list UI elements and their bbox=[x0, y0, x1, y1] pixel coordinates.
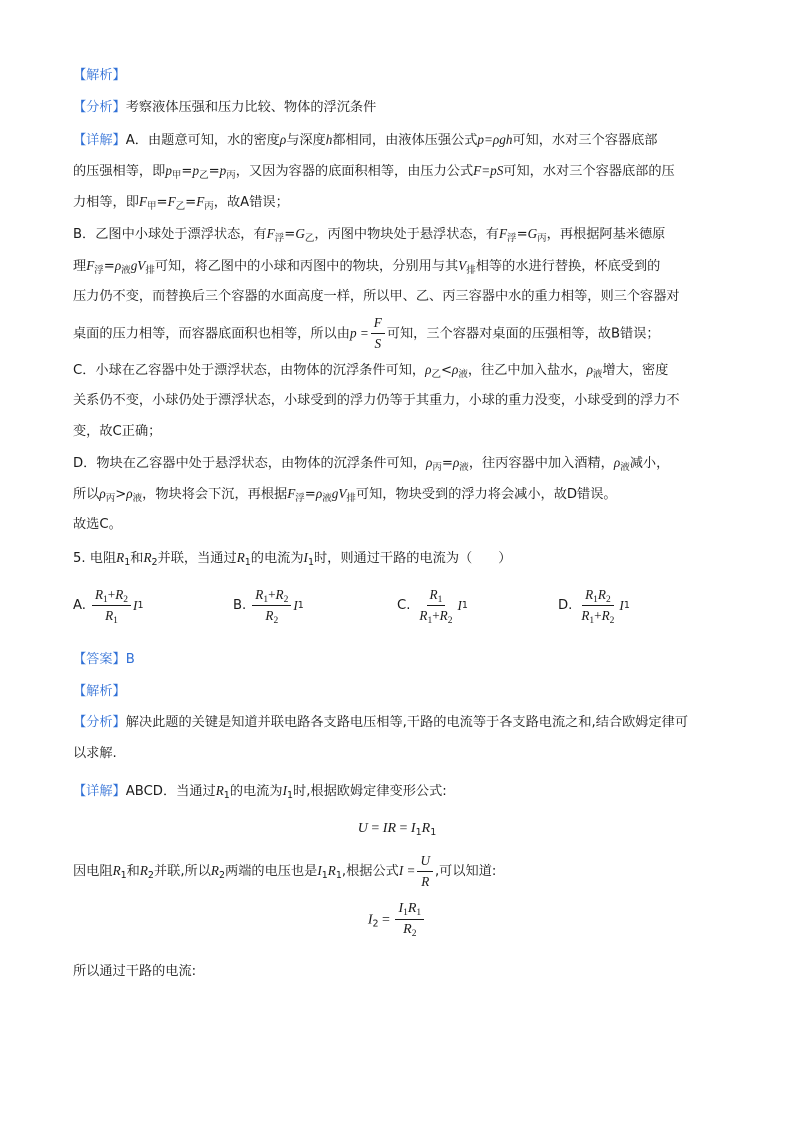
question-5-stem: 5. 电阻$R_1$和$R_2$并联，当通过$R_1$的电流为$I_1$时，则通过干路的电流为（ ） bbox=[73, 550, 512, 568]
detail-b-line-2: 理$F_浮=\rho_液gV_排$可知，将乙图中的小球和丙图中的物块，分别用与其$V_排$相等的水进行替换，杯底受到的 bbox=[73, 258, 661, 276]
detail-c-line-1: C．小球在乙容器中处于漂浮状态，由物体的沉浮条件可知，$\rho_乙<\rho_液$，往乙中加入盐水，$\rho_液$增大，密度 bbox=[73, 362, 669, 380]
detail-b-line-1: B．乙图中小球处于漂浮状态，有$F_浮=G_乙$，丙图中物块处于悬浮状态，有$F_浮=G_丙$，再根据阿基米德原 bbox=[73, 226, 666, 244]
option-a: A. $\frac{R_1+R_2}{R_1}$ I 1 bbox=[73, 587, 144, 626]
detail-5-line-3: 所以通过干路的电流: bbox=[73, 964, 197, 979]
detail-c-line-3: 变，故C正确； bbox=[73, 424, 162, 439]
detail-d-line-2: 所以$\rho_丙>\rho_液$，物块将会下沉，再根据$F_浮=\rho_液gV_排$可知，物块受到的浮力将会减小，故D错误。 bbox=[73, 486, 617, 504]
detail-b-line-4: 桌面的压力相等，而容器底面积也相等，所以由p = $\frac{F}{S}$ 可知，三个容器对桌面的压强相等，故B错误； bbox=[73, 315, 660, 351]
fraction-u-over-r: $\frac{U}{R}$ bbox=[417, 852, 433, 891]
analysis-5-line-1: 【分析】解决此题的关键是知道并联电路各支路电压相等,干路的电流等于各支路电流之和,结合欧姆定律可 bbox=[73, 715, 689, 730]
analysis-heading: 【解析】 bbox=[73, 68, 126, 83]
detail-5-line-2: 因电阻$R_1$和$R_2$并联,所以$R_2$两端的电压也是$I_1R_1$,根据公式I = $\frac{U}{R}$ ,可以知道: bbox=[73, 852, 497, 889]
detail-a-line-1: 【详解】A．由题意可知，水的密度ρ与深度h都相同，由液体压强公式p=ρgh可知，水对三个容器底部 bbox=[73, 132, 658, 148]
fraction-f-over-s: $\frac{F}{S}$ bbox=[371, 314, 385, 353]
analysis-summary bbox=[73, 98, 376, 118]
answer-line: 【答案】B bbox=[73, 652, 135, 667]
detail-b-line-3: 压力仍不变，而替换后三个容器的水面高度一样，所以甲、乙、丙三容器中水的重力相等，则三个容器对 bbox=[73, 289, 680, 304]
detail-a-line-3: 力相等，即$F_甲=F_乙=F_丙$，故A错误； bbox=[73, 194, 289, 212]
analysis-heading-2: 【解析】 bbox=[73, 684, 126, 699]
detail-c-line-2: 关系仍不变，小球仍处于漂浮状态，小球受到的浮力仍等于其重力，小球的重力没变，小球受到的浮力不 bbox=[73, 393, 680, 408]
option-b: B. $\frac{R_1+R_2}{R_2}$ I 1 bbox=[233, 587, 304, 626]
option-d: D. $\frac{R_1R_2}{R_1+R_2}$ I 1 bbox=[558, 587, 630, 626]
formula-u-ir: U = IR = $I_1R_1$ bbox=[357, 821, 437, 838]
formula-i2: $I_2$ = $\frac{I_1R_1}{R_2}$ bbox=[0, 900, 794, 939]
analysis-text: 考察液体压强和压力比较、物体的浮沉条件 bbox=[125, 100, 377, 115]
analysis-5-line-2: 以求解. bbox=[73, 746, 117, 761]
analysis-tag: 【分析】 bbox=[73, 100, 126, 115]
detail-a-line-2: 的压强相等，即$p_甲=p_乙=p_丙$，又因为容器的底面积相等，由压力公式F=pS可知，水对三个容器底部的压 bbox=[73, 163, 675, 181]
detail-tag: 【详解】 bbox=[73, 133, 126, 148]
detail-d-line-1: D．物块在乙容器中处于悬浮状态，由物体的沉浮条件可知，$\rho_丙=\rho_液$，往丙容器中加入酒精，$\rho_液$减小， bbox=[73, 455, 670, 473]
final-choice: 故选C。 bbox=[73, 517, 122, 532]
detail-5-line-1: 【详解】ABCD．当通过$R_1$的电流为$I_1$时,根据欧姆定律变形公式: bbox=[73, 783, 447, 801]
option-c: C. $\frac{R_1}{R_1+R_2}$ I 1 bbox=[397, 587, 468, 626]
